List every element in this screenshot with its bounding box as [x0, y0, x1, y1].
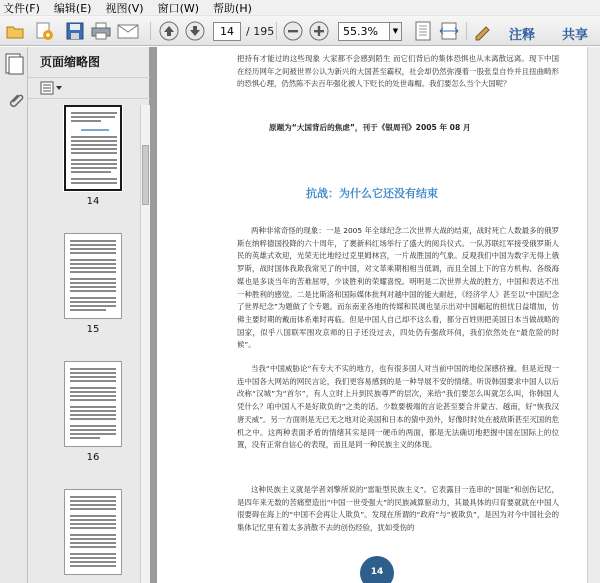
page-thumbnails-icon[interactable]: [4, 53, 24, 78]
document-scrollbar[interactable]: [587, 47, 600, 583]
source-note: 原题为“大国背后的焦虑”，刊于《银周刊》2005 年 08 月: [269, 123, 471, 132]
menu-window[interactable]: 窗口(W): [157, 1, 200, 15]
paragraph: 把持有才能过的这些现象 大家都不会感到陌生 而它们背后的集体恐惧也从未离散远离。现下中国在经历网年之间被世界公认为新兴的大国甚至霸权，社会却仍然弥漫着一股张皇自怜并且扭曲畸形的恐惧心理，仍然陈不去百年强化被人下贬长的处世毒帽。我们要怎么当个大国呢？: [237, 54, 559, 89]
zoom-out-icon[interactable]: [282, 20, 304, 42]
document-page: [157, 47, 587, 583]
fit-width-icon[interactable]: [438, 20, 460, 42]
thumbnail-page-15[interactable]: [64, 233, 122, 319]
menu-edit[interactable]: 编辑(E): [53, 1, 92, 15]
thumbnail-options-icon[interactable]: [40, 81, 64, 98]
toolbar-separator: [276, 22, 277, 40]
section-heading: 抗战：为什么它还没有结束: [306, 187, 438, 200]
save-icon[interactable]: [64, 20, 86, 42]
open-icon[interactable]: [4, 20, 26, 42]
page-number-badge: 14: [360, 556, 394, 583]
zoom-dropdown-icon[interactable]: ▼: [390, 22, 402, 41]
thumbnail-page-14[interactable]: [64, 105, 122, 191]
email-icon[interactable]: [116, 20, 140, 42]
attachment-icon[interactable]: [6, 91, 24, 114]
page-thumbnails-panel: [28, 47, 150, 583]
zoom-in-icon[interactable]: [308, 20, 330, 42]
panel-toolbar: [28, 77, 150, 99]
navigation-rail: [0, 47, 28, 583]
page-count: / 195: [246, 25, 275, 38]
menu-view[interactable]: 视图(V): [105, 1, 144, 15]
create-pdf-icon[interactable]: [32, 20, 56, 42]
zoom-input[interactable]: 55.3%: [338, 22, 390, 41]
previous-page-icon[interactable]: [158, 20, 180, 42]
paragraph: 这种民族主义就是学者刘擎所说的“雷耻型民族主义”。它表露目一连串的“国耻”和创伤记忆，是四年来无数的苦痛塑造出“中国一世受强大”的民族减算驱动力，其最具体的归育要就就在中国人很要碍在海上的“中国不会再让人欺负”。发现在所谓的“政府”与“被欺负”，是因为对今中国社会的集体记忆里有着太多消散不去的创伤经验，犹如受伤的: [237, 485, 559, 533]
paragraph: 当我“中国威胁论”有专大不实的地方，也有很多国人对当前中国的地位深感挤撞。但是近现一连中国各大网站的网民言论，我们更容易感到的是一种导展不安的情绪。听说韩国要求中国人以后改称“汉城”为“首尔”，有人立时上升到民族尊严的层次，来给“我们要怎么叫就怎么叫，你韩国人凭什么？咱中国人不是好欺负的”之类的话。少数要极端的言论甚至要合并蒙古、越南，好“恢我汉唐天威”。另一方面则是无已无之地对论美国和日本的猜中劲外，好像时时处在被敌斯甚至灭国的危机之中。这两种表面矛盾的情绪其实是同一硬币的两面，都是无法确切地把握中国在国际上的位置，没有正常自信心的表现，而且是同一种民族主义的体现。: [237, 364, 559, 450]
paragraph: 两种非常奇怪的现象：一是 2005 年全球纪念二次世界大战的结束，战时死亡人数最多的俄罗斯在纳粹德国投降的六十周年，了裹新科红场举行了盛大的阅兵仪式。一队苏联红军接受俄罗斯人民的英雄式欢迎，光荣无比地经过克里姆林宫，一片战胜国的气象。反观我们中国为数字无得上俄罗斯，战时国体我欺我常见了的中国，对文革乘期相相当低调，而且全国上下的官方机构、各级海媒也是多谈当年的苦难屈辱，少谈胜利的荣耀喜悦。明明是二次世界大战的胜方，中国和表达不出一种胜利的感觉。二是比斯洛和国际媒体批判对越中国的能大耐赶，《经济学人》甚至以“中国纪念了世界纪念”为题做了个专题。而东南亚各地的传媒和民调也显示出对中国崛起的担忧日益增加，仿佛主要时期的戴而体系难时再临。但是中国人自己却不这么看，都分百姓则把美国日本当做战略的国家，似乎八国联军围攻京师的日子还没过去，四处仍有强敌环伺，我们依然处在“最危险的时候”。: [237, 226, 559, 350]
toolbar-separator: [466, 22, 467, 40]
thumbnail-scrollbar-thumb[interactable]: [142, 145, 149, 205]
print-icon[interactable]: [90, 20, 112, 42]
sign-icon[interactable]: [472, 20, 494, 42]
thumbnail-label: 16: [86, 452, 100, 463]
page-number-input[interactable]: 14: [213, 22, 241, 41]
thumbnail-list: [28, 105, 140, 583]
toolbar: [0, 16, 600, 46]
next-page-icon[interactable]: [184, 20, 206, 42]
document-view: [150, 47, 600, 583]
thumbnail-page-16[interactable]: [64, 361, 122, 447]
toolbar-separator: [150, 22, 151, 40]
comment-button[interactable]: 注释: [509, 28, 536, 43]
panel-title: 页面缩略图: [40, 55, 101, 69]
menu-file[interactable]: 文件(F): [3, 1, 40, 15]
thumbnail-label: 15: [86, 324, 100, 335]
share-button[interactable]: 共享: [562, 28, 589, 43]
fit-page-icon[interactable]: [412, 20, 434, 42]
menu-bar: [0, 0, 600, 16]
thumbnail-label: 14: [86, 196, 100, 207]
menu-help[interactable]: 帮助(H): [213, 1, 252, 15]
thumbnail-scrollbar[interactable]: [140, 105, 150, 583]
thumbnail-page-17[interactable]: [64, 489, 122, 575]
